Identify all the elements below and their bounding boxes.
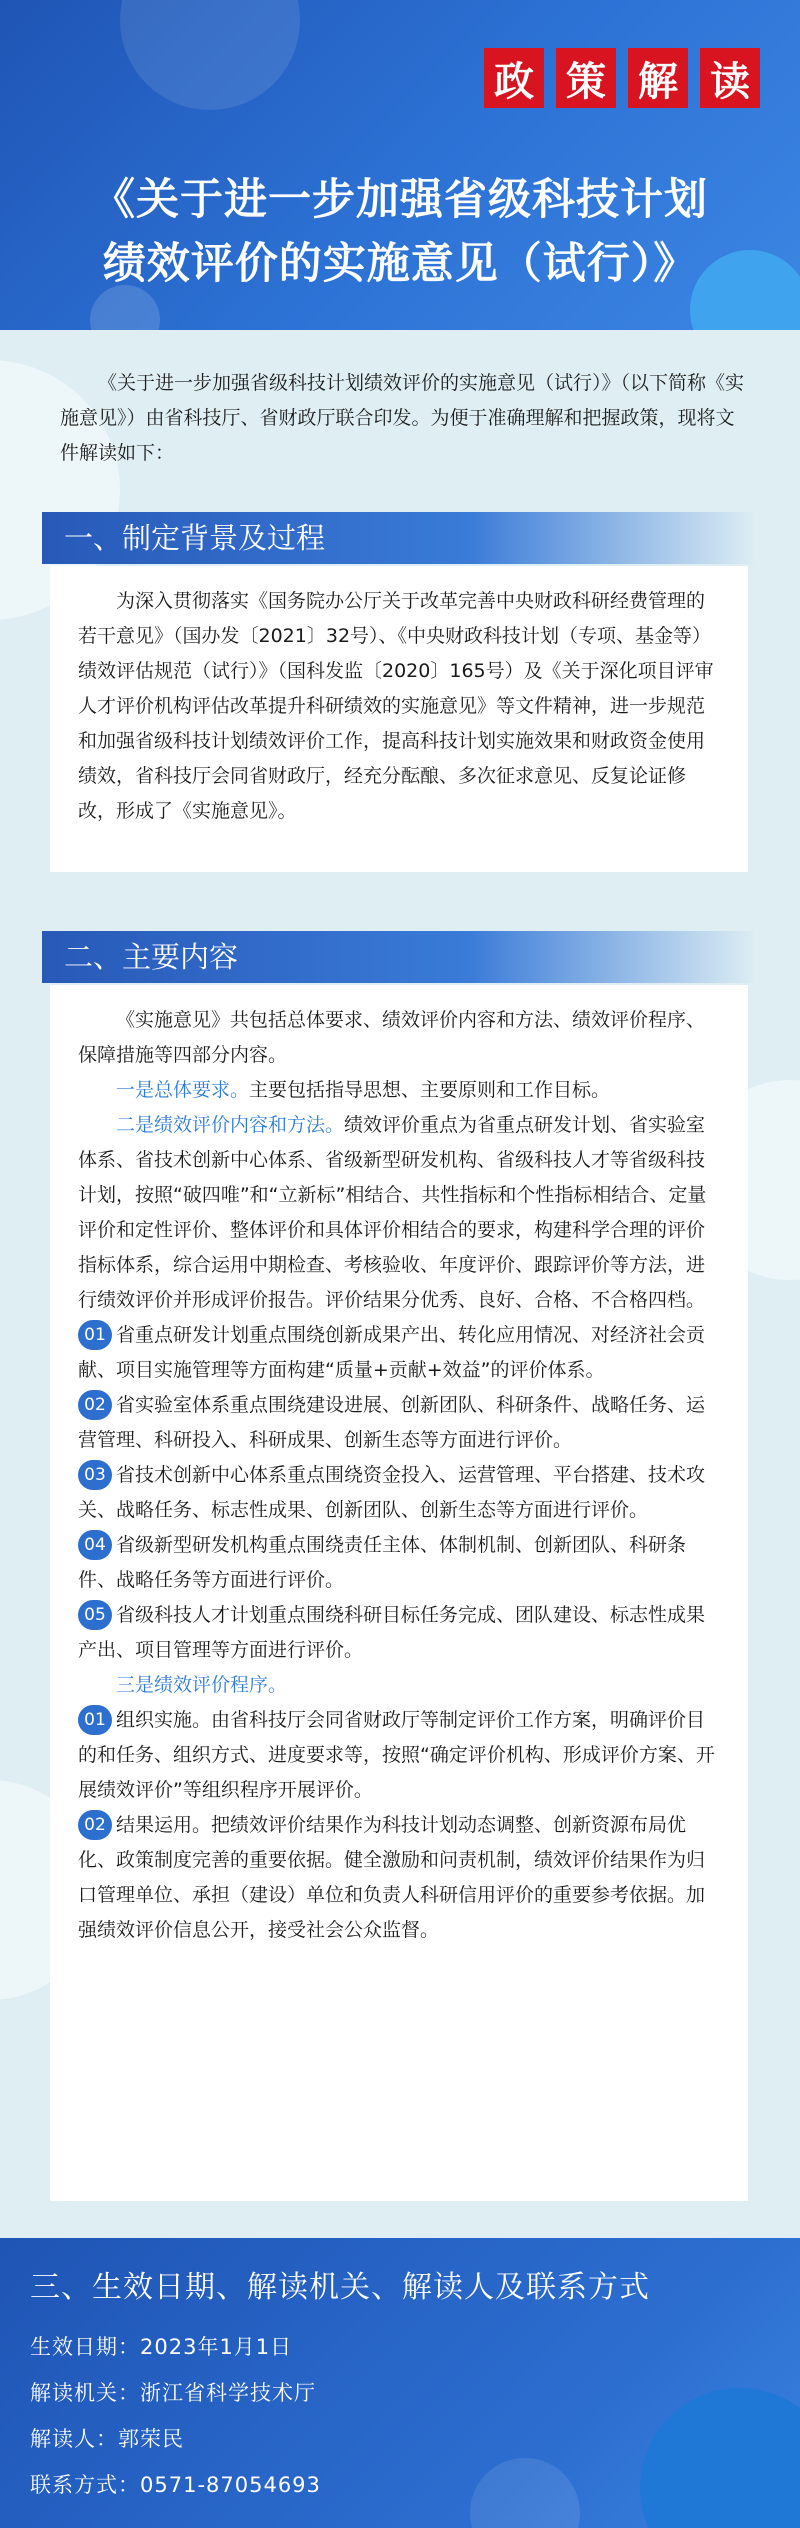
contact-info [30,2324,321,2508]
sub-section-1-heading: 一是总体要求。 [116,1079,250,1101]
sub-section-1-body: 主要包括指导思想、主要原则和工作目标。 [249,1079,611,1101]
badge-char: 策 [556,48,616,108]
badge-char: 解 [628,48,688,108]
number-badge: 02 [78,1390,112,1420]
title-line-1: 《关于进一步加强省级科技计划 [92,175,708,225]
number-badge: 05 [78,1600,112,1630]
number-badge: 01 [78,1705,112,1735]
decor-circle [640,2388,800,2528]
section-1-card [50,566,748,872]
section-2-title: 二、主要内容 [42,931,754,983]
contact-phone: 联系方式：0571-87054693 [30,2473,321,2497]
decor-circle [470,2458,580,2528]
section-1-title: 一、制定背景及过程 [42,512,754,564]
policy-badge-row [484,48,760,108]
numbered-item-text: 省重点研发计划重点围绕创新成果产出、转化应用情况、对经济社会贡献、项目实施管理等方面构建“质量+贡献+效益”的评价体系。 [78,1324,706,1381]
numbered-item [78,1598,720,1668]
section-3-title: 三、生效日期、解读机关、解读人及联系方式 [30,2270,650,2305]
numbered-item [78,1808,720,1948]
numbered-item-text: 省级科技人才计划重点围绕科研目标任务完成、团队建设、标志性成果产出、项目管理等方面进行评价。 [78,1604,706,1661]
numbered-item [78,1528,720,1598]
number-badge: 01 [78,1320,112,1350]
sub-section-3 [78,1668,720,1703]
page-title [0,168,800,296]
sub-section-3-heading: 三是绩效评价程序。 [116,1674,288,1696]
sub-section-2 [78,1108,720,1318]
number-badge: 02 [78,1810,112,1840]
sub-section-2-body: 绩效评价重点为省重点研发计划、省实验室体系、省技术创新中心体系、省级新型研发机构、省级科技人才等省级科技计划，按照“破四唯”和“立新标”相结合、共性指标和个性指标相结合、定量评价和定性评价、整体评价和具体评价相结合的要求，构建科学合理的评价指标体系，综合运用中期检查、考核验收、年度评价、跟踪评价等方法，进行绩效评价并形成评价报告。评价结果分优秀、良好、合格、不合格四档。 [78,1114,707,1311]
badge-char: 政 [484,48,544,108]
numbered-item [78,1703,720,1808]
decor-circle [120,0,300,110]
title-line-2: 绩效评价的实施意见（试行）》 [102,239,698,289]
intro-paragraph: 《关于进一步加强省级科技计划绩效评价的实施意见（试行）》（以下简称《实施意见》）由省科技厅、省财政厅联合印发。为便于准确理解和把握政策，现将文件解读如下： [60,372,745,464]
number-badge: 04 [78,1530,112,1560]
numbered-item [78,1388,720,1458]
section-2-card [50,985,748,2201]
badge-char: 读 [700,48,760,108]
numbered-item [78,1318,720,1388]
numbered-item-text: 组织实施。由省科技厅会同省财政厅等制定评价工作方案，明确评价目的和任务、组织方式、进度要求等，按照“确定评价机构、形成评价方案、开展绩效评价”等组织程序开展评价。 [78,1709,715,1801]
section-2-intro: 《实施意见》共包括总体要求、绩效评价内容和方法、绩效评价程序、保障措施等四部分内容。 [78,1009,706,1066]
numbered-item-text: 省级新型研发机构重点围绕责任主体、体制机制、创新团队、科研条件、战略任务等方面进行评价。 [78,1534,687,1591]
number-badge: 03 [78,1460,112,1490]
interpreter: 解读人：郭荣民 [30,2427,184,2451]
numbered-item-text: 结果运用。把绩效评价结果作为科技计划动态调整、创新资源布局优化、政策制度完善的重要依据。健全激励和问责机制，绩效评价结果作为归口管理单位、承担（建设）单位和负责人科研信用评价的重要参考依据。加强绩效评价信息公开，接受社会公众监督。 [78,1814,706,1941]
section-1-body: 为深入贯彻落实《国务院办公厅关于改革完善中央财政科研经费管理的若干意见》（国办发〔2021〕32号）、《中央财政科技计划（专项、基金等）绩效评估规范（试行）》（国科发监〔2020〕165号）及《关于深化项目评审人才评价机构评估改革提升科研绩效的实施意见》等文件精神，进一步规范和加强省级科技计划绩效评价工作，提高科技计划实施效果和财政资金使用绩效，省科技厅会同省财政厅，经充分酝酿、多次征求意见、反复论证修改，形成了《实施意见》。 [78,590,714,822]
footer-section-3 [0,2238,800,2528]
sub-section-1 [78,1073,720,1108]
effective-date: 生效日期：2023年1月1日 [30,2335,293,2359]
numbered-item-text: 省技术创新中心体系重点围绕资金投入、运营管理、平台搭建、技术攻关、战略任务、标志性成果、创新团队、创新生态等方面进行评价。 [78,1464,706,1521]
interpreting-agency: 解读机关：浙江省科学技术厅 [30,2381,316,2405]
sub-section-2-heading: 二是绩效评价内容和方法。 [116,1114,345,1136]
numbered-item [78,1458,720,1528]
header-banner [0,0,800,330]
numbered-item-text: 省实验室体系重点围绕建设进展、创新团队、科研条件、战略任务、运营管理、科研投入、科研成果、创新生态等方面进行评价。 [78,1394,706,1451]
